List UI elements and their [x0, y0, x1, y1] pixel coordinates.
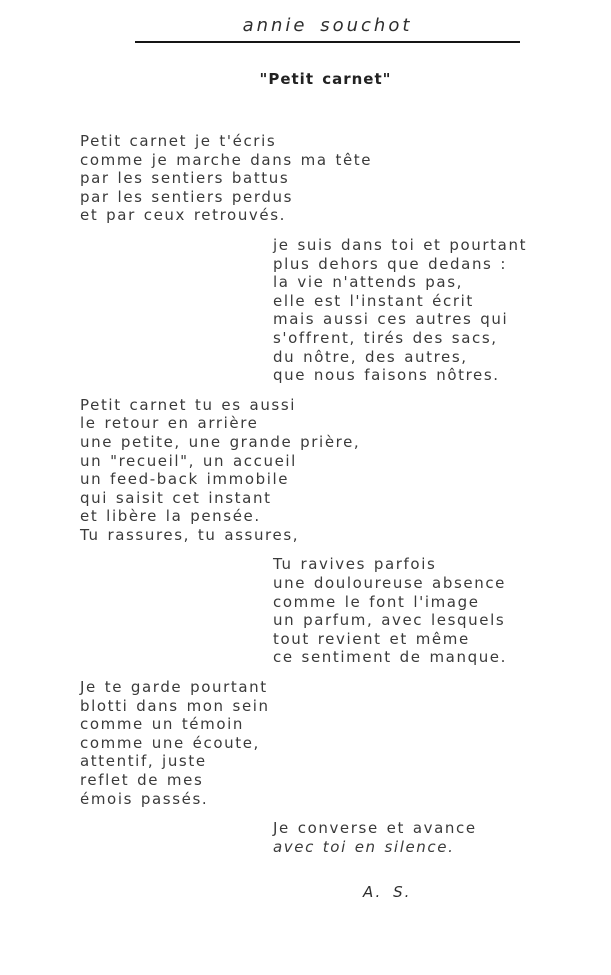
page-header	[135, 15, 520, 43]
poem-line: plus dehors que dedans :	[273, 254, 507, 273]
poem-line: un parfum, avec lesquels	[273, 611, 506, 630]
poem-line: et par ceux retrouvés.	[80, 206, 287, 225]
poem-line: comme une écoute,	[80, 733, 260, 752]
stanza	[273, 819, 580, 856]
poem-line: avec toi en silence.	[273, 837, 455, 856]
poem-line: une petite, une grande prière,	[80, 432, 361, 451]
signature: A. S.	[363, 883, 412, 902]
stanza	[273, 555, 580, 667]
poem-line: par les sentiers perdus	[80, 187, 294, 206]
stanza	[80, 132, 580, 225]
poem-line: un "recueil", un accueil	[80, 451, 297, 470]
poem-line: par les sentiers battus	[80, 169, 290, 188]
poem-line: elle est l'instant écrit	[273, 291, 474, 310]
poem-line: blotti dans mon sein	[80, 696, 270, 715]
stanza	[273, 236, 580, 385]
poem-line: du nôtre, des autres,	[273, 347, 468, 366]
poem-line: mais aussi ces autres qui	[273, 310, 509, 329]
poem-line: Petit carnet tu es aussi	[80, 395, 297, 414]
poem-line: et libère la pensée.	[80, 507, 261, 526]
header-rule	[135, 41, 520, 43]
poem-line: émois passés.	[80, 789, 209, 808]
stanza	[80, 396, 580, 545]
poem-line: le retour en arrière	[80, 414, 259, 433]
poem-line: attentif, juste	[80, 752, 207, 771]
poem-line: comme le font l'image	[273, 592, 480, 611]
poem-line: Tu ravives parfois	[273, 555, 437, 574]
poem-line: la vie n'attends pas,	[273, 273, 463, 292]
poem-line: je suis dans toi et pourtant	[273, 235, 528, 254]
poem-line: qui saisit cet instant	[80, 488, 272, 507]
poem-line: un feed-back immobile	[80, 470, 290, 489]
poem-line: reflet de mes	[80, 771, 204, 789]
poem-line: tout revient et même	[273, 629, 470, 648]
poem-line: que nous faisons nôtres.	[273, 366, 500, 385]
poem	[80, 132, 580, 902]
poem-line: Je converse et avance	[273, 819, 477, 838]
poem-line: s'offrent, tirés des sacs,	[273, 328, 498, 347]
poem-line: une douloureuse absence	[273, 574, 506, 593]
poem-line: comme je marche dans ma tête	[80, 150, 373, 169]
poem-line: Je te garde pourtant	[80, 678, 268, 697]
poem-line: comme un témoin	[80, 715, 244, 734]
poem-title: "Petit carnet"	[259, 70, 392, 88]
stanza	[80, 678, 580, 808]
poem-line: ce sentiment de manque.	[273, 648, 507, 667]
poem-line: Petit carnet je t'écris	[80, 132, 277, 150]
author-name: annie souchot	[242, 15, 413, 36]
poem-body	[80, 132, 580, 856]
poem-line: Tu rassures, tu assures,	[80, 525, 300, 544]
